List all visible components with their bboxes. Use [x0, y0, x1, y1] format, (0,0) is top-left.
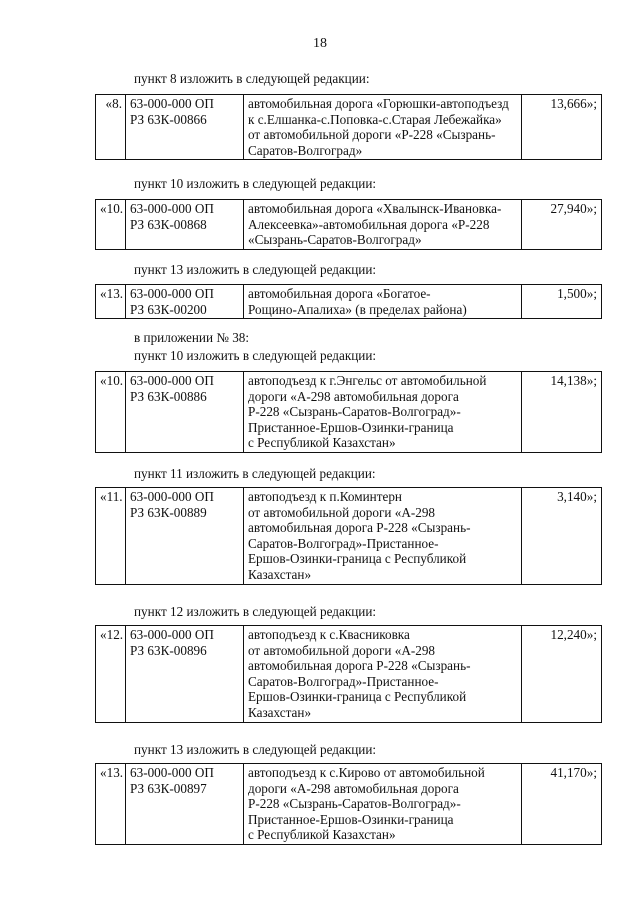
road-id-cell	[126, 95, 244, 160]
table-row	[96, 488, 602, 585]
road-name-line: Р-228 «Сызрань-Саратов-Волгоград»-	[248, 796, 461, 812]
amendment-table	[95, 94, 602, 160]
road-name-line: автоподъезд к п.Коминтерн	[248, 489, 402, 504]
instruction-line: пункт 10 изложить в следующей редакции:	[134, 176, 377, 191]
road-name-line: автомобильная дорога Р-228 «Сызрань-	[248, 520, 471, 536]
road-name-line: дороги «А-298 автомобильная дорога	[248, 780, 459, 796]
instruction-line: пункт 13 изложить в следующей редакции:	[134, 742, 377, 757]
road-length-value: 13,666»;	[522, 95, 602, 160]
road-name-cell	[244, 372, 522, 453]
instruction-line: пункт 8 изложить в следующей редакции:	[134, 71, 370, 86]
road-name-line: Ершов-Озинки-граница с Республикой	[248, 689, 467, 705]
road-name-line: автоподъезд к с.Квасниковка	[248, 627, 410, 642]
road-name-cell	[244, 285, 522, 319]
road-name-line: Алексеевка»-автомобильная дорога «Р-228	[248, 216, 490, 232]
road-id-cell	[126, 285, 244, 319]
road-name-line: Рощино-Апалиха» (в пределах района)	[248, 301, 467, 317]
table-row	[96, 764, 602, 845]
road-id-line: 63-000-000 ОП	[130, 201, 214, 216]
road-id-line: 63-000-000 ОП	[130, 373, 214, 388]
road-name-line: Саратов-Волгоград»-Пристанное-	[248, 673, 439, 689]
road-name-cell	[244, 200, 522, 250]
road-name-line: с Республикой Казахстан»	[248, 827, 396, 843]
road-id-cell	[126, 488, 244, 585]
road-name-line: Саратов-Волгоград»-Пристанное-	[248, 535, 439, 551]
road-id-line: РЗ 63К-00886	[130, 388, 207, 404]
road-id-line: РЗ 63К-00889	[130, 504, 207, 520]
road-name-line: Казахстан»	[248, 566, 312, 582]
road-id-line: РЗ 63К-00897	[130, 780, 207, 796]
amendment-table	[95, 763, 602, 845]
amendment-table	[95, 371, 602, 453]
road-id-line: РЗ 63К-00200	[130, 301, 207, 317]
road-id-cell	[126, 372, 244, 453]
road-name-line: Пристанное-Ершов-Озинки-граница	[248, 811, 454, 827]
road-id-cell	[126, 626, 244, 723]
road-name-line: Казахстан»	[248, 704, 312, 720]
road-id-line: 63-000-000 ОП	[130, 489, 214, 504]
road-length-value: 12,240»;	[522, 626, 602, 723]
road-id-line: РЗ 63К-00868	[130, 216, 207, 232]
road-id-line: РЗ 63К-00896	[130, 642, 207, 658]
road-name-line: автомобильная дорога Р-228 «Сызрань-	[248, 658, 471, 674]
road-name-cell	[244, 95, 522, 160]
instruction-line: пункт 10 изложить в следующей редакции:	[134, 348, 377, 363]
instruction-line: пункт 11 изложить в следующей редакции:	[134, 466, 376, 481]
road-id-cell	[126, 764, 244, 845]
road-name-line: автомобильная дорога «Богатое-	[248, 286, 431, 301]
amendment-table	[95, 199, 602, 250]
road-name-line: к с.Елшанка-с.Поповка-с.Старая Лебежайка»	[248, 111, 502, 127]
item-number: «8.	[96, 95, 126, 160]
amendment-table	[95, 625, 602, 723]
table-row	[96, 626, 602, 723]
road-name-line: от автомобильной дороги «Р-228 «Сызрань-	[248, 127, 496, 143]
road-name-line: автоподъезд к с.Кирово от автомобильной	[248, 765, 485, 780]
road-id-line: РЗ 63К-00866	[130, 111, 207, 127]
road-id-line: 63-000-000 ОП	[130, 286, 214, 301]
item-number: «10.	[96, 372, 126, 453]
item-number: «10.	[96, 200, 126, 250]
road-id-line: 63-000-000 ОП	[130, 765, 214, 780]
road-id-line: 63-000-000 ОП	[130, 96, 214, 111]
road-length-value: 14,138»;	[522, 372, 602, 453]
road-name-line: Саратов-Волгоград»	[248, 142, 363, 158]
road-name-line: «Сызрань-Саратов-Волгоград»	[248, 232, 422, 248]
table-row	[96, 200, 602, 250]
road-name-cell	[244, 764, 522, 845]
road-id-line: 63-000-000 ОП	[130, 627, 214, 642]
road-length-value: 27,940»;	[522, 200, 602, 250]
instruction-line: пункт 13 изложить в следующей редакции:	[134, 262, 377, 277]
road-name-line: Ершов-Озинки-граница с Республикой	[248, 551, 467, 567]
road-name-line: Пристанное-Ершов-Озинки-граница	[248, 419, 454, 435]
road-length-value: 1,500»;	[522, 285, 602, 319]
instruction-line: в приложении № 38:	[134, 330, 250, 345]
road-length-value: 3,140»;	[522, 488, 602, 585]
page-number: 18	[313, 36, 327, 51]
road-name-line: Р-228 «Сызрань-Саратов-Волгоград»-	[248, 404, 461, 420]
road-name-cell	[244, 626, 522, 723]
road-name-cell	[244, 488, 522, 585]
road-name-line: от автомобильной дороги «А-298	[248, 504, 436, 520]
item-number: «12.	[96, 626, 126, 723]
amendment-table	[95, 487, 602, 585]
item-number: «13.	[96, 285, 126, 319]
road-name-line: от автомобильной дороги «А-298	[248, 642, 436, 658]
table-row	[96, 95, 602, 160]
item-number: «11.	[96, 488, 126, 585]
road-name-line: с Республикой Казахстан»	[248, 435, 396, 451]
road-id-cell	[126, 200, 244, 250]
instruction-line: пункт 12 изложить в следующей редакции:	[134, 604, 377, 619]
item-number: «13.	[96, 764, 126, 845]
amendment-table	[95, 284, 602, 319]
table-row	[96, 372, 602, 453]
table-row	[96, 285, 602, 319]
road-name-line: автоподъезд к г.Энгельс от автомобильной	[248, 373, 487, 388]
road-length-value: 41,170»;	[522, 764, 602, 845]
road-name-line: автомобильная дорога «Горюшки-автоподъезд	[248, 96, 509, 111]
road-name-line: автомобильная дорога «Хвалынск-Ивановка-	[248, 201, 502, 216]
road-name-line: дороги «А-298 автомобильная дорога	[248, 388, 459, 404]
